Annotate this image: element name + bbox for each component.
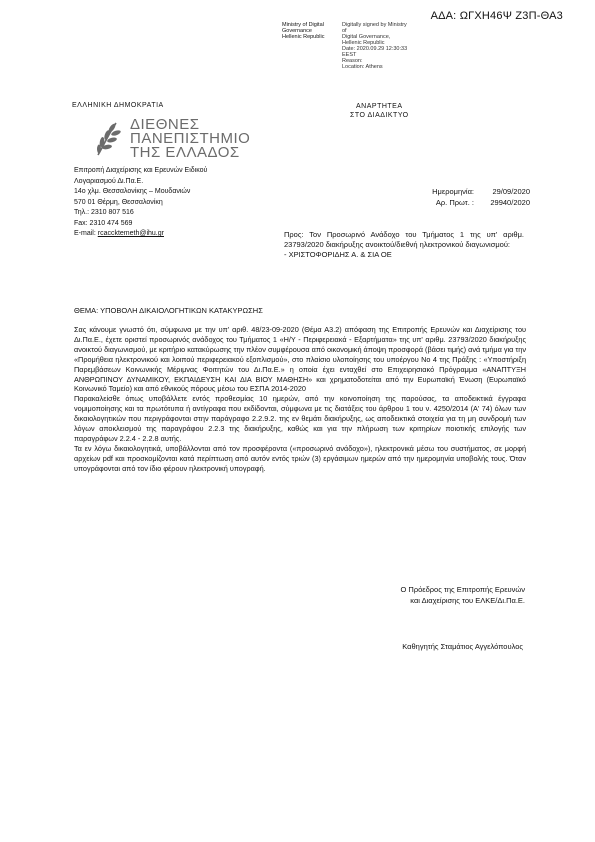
date-value: 29/09/2020 <box>492 187 530 196</box>
email-line <box>74 229 207 240</box>
signatory-role <box>400 584 525 606</box>
fax-line: Fax: 2310 474 569 <box>74 219 133 227</box>
address-line: 14ο χλμ. Θεσσαλονίκης – Μουδανιών <box>74 188 191 195</box>
address-line: Λογαριασμού Δι.Πα.Ε. <box>74 177 144 185</box>
university-name-line3: ΤΗΣ ΕΛΛΑΔΟΣ <box>130 144 240 161</box>
laurel-branch-icon <box>90 119 124 159</box>
signatory-role-line2: και Διαχείρισης του ΕΛΚΕ/Δι.Πα.Ε. <box>410 596 525 605</box>
signatory-role-line1: Ο Πρόεδρος της Επιτροπής Ερευνών <box>400 585 525 594</box>
signature-detail-line: Reason: <box>342 58 363 64</box>
subject-line: ΘΕΜΑ: ΥΠΟΒΟΛΗ ΔΙΚΑΙΟΛΟΓΗΤΙΚΩΝ ΚΑΤΑΚΥΡΩΣΗΣ <box>74 306 263 315</box>
university-name-line2: ΠΑΝΕΠΙΣΤΗΜΙΟ <box>130 130 251 147</box>
body-paragraph: Σας κάνουμε γνωστό ότι, σύμφωνα με την υπ' αριθ. 48/23-09-2020 (Θέμα Α3.2) απόφαση της Επιτροπής Ερευνών και Διαχείρισης του Δι.Πα.Ε., έχετε οριστεί προσωρινός ανάδοχος του Τμήματος 1 «Η/Υ - Περιφερειακά - Εξαρτήματα» της υπ' αριθμ. 23793/2020 διακήρυξης ανοικτού διαγωνισμού, με κριτήριο κατακύρωσης την πλέον συμφέρουσα από οικονομική άποψη προσφορά (βάσει τιμής) ανά τμήμα για την «Προμήθεια ηλεκτρονικού και λοιπού περιφερειακού εξοπλισμού», στο πλαίσιο υλοποίησης του υποέργου Νο 4 της Πράξης : «Υποστήριξη Παρεμβάσεων Κοινωνικής Μέριμνας Φοιτητών του Δι.Πα.Ε.» η οποία έχει ενταχθεί στο Επιχειρησιακό Πρόγραμμα «ΑΝΑΠΤΥΞΗ ΑΝΘΡΩΠΙΝΟΥ ΔΥΝΑΜΙΚΟΥ, ΕΚΠΑΙΔΕΥΣΗ ΚΑΙ ΔΙΑ ΒΙΟΥ ΜΑΘΗΣΗ» και χρηματοδοτείται από την Ευρωπαϊκή Ένωση (Ευρωπαϊκό Κοινωνικό Ταμείο) και από εθνικούς πόρους μέσω του ΕΣΠΑ 2014-2020 <box>74 325 526 394</box>
university-name-line1: ΔΙΕΘΝΕΣ <box>130 116 200 133</box>
university-logo <box>90 118 250 160</box>
recipient-name: - ΧΡΙΣΤΟΦΟΡΙΔΗΣ Α. & ΣΙΑ ΟΕ <box>284 250 392 259</box>
digital-signature-stamp <box>282 22 412 70</box>
signature-detail-line: Digital Governance, <box>342 34 391 40</box>
posting-notice-line1: ΑΝΑΡΤΗΤΕΑ <box>356 103 403 110</box>
posting-notice-line2: ΣΤΟ ΔΙΑΔΙΚΤΥΟ <box>350 112 409 119</box>
signature-detail-line: Digitally signed by Ministry of <box>342 22 407 34</box>
address-line: Επιτροπή Διαχείρισης και Ερευνών Ειδικού <box>74 167 208 174</box>
signature-issuer-line: Governance <box>282 28 312 34</box>
signature-detail-line: Location: Athens <box>342 64 383 70</box>
signature-detail-line: Hellenic Republic <box>342 40 385 46</box>
body-paragraph: Παρακαλείσθε όπως υποβάλλετε εντός προθεσμίας 10 ημερών, από την κοινοποίηση της παρούσας, τα αποδεικτικά έγγραφα νομιμοποίησης και τα πρωτότυπα ή αντίγραφα που εκδίδονται, σύμφωνα με τις διατάξεις του άρθρου 1 του ν. 4250/2014 (Α' 74) όλων των δικαιολογητικών που περιγράφονται στην παράγραφο 2.2.9.2. της εν θεμάτι διακήρυξης, ως αποδεικτικά στοιχεία για τη μη συνδρομή των λόγων αποκλεισμού της παραγράφου 2.2.3 της διακήρυξης, καθώς και για την πλήρωση των κριτηρίων ποιοτικής επιλογής των παραγράφων 2.2.4 - 2.2.8 αυτής. <box>74 394 526 443</box>
body-paragraph: Τα εν λόγω δικαιολογητικά, υποβάλλονται από τον προσφέροντα («προσωρινό ανάδοχο»), ηλεκτρονικά μέσω του συστήματος, σε μορφή αρχείων pdf και προσκομίζονται κατά περίπτωση από αυτόν εντός τριών (3) εργάσιμων ημερών από την ημερομηνία υποβολής τους. Όταν υπογράφονται από τον ίδιο φέρουν ηλεκτρονική υπογραφή. <box>74 443 526 473</box>
posting-notice <box>350 102 409 120</box>
university-name <box>130 118 250 160</box>
signature-issuer-line: Ministry of Digital <box>282 22 324 28</box>
country-heading: ΕΛΛΗΝΙΚΗ ΔΗΜΟΚΡΑΤΙΑ <box>72 102 164 109</box>
address-line: 570 01 Θέρμη, Θεσσαλονίκη <box>74 198 163 206</box>
email-label: E-mail: <box>74 230 96 237</box>
ada-code: ΑΔΑ: ΩΓΧΗ46Ψ Ζ3Π-ΘΑ3 <box>430 10 563 22</box>
recipient-line: Προς: Τον Προσωρινό Ανάδοχο του Τμήματος 1 της υπ' αριθμ. 23793/2020 διακήρυξης ανοικτού/διεθνή ηλεκτρονικού διαγωνισμού: <box>284 230 524 249</box>
letter-body <box>74 325 526 474</box>
document-reference <box>390 186 530 208</box>
recipient-block <box>284 230 524 260</box>
signature-issuer-line: Hellenic Republic <box>282 34 325 40</box>
protocol-value: 29940/2020 <box>490 198 530 207</box>
signature-detail-line: Date: 2020.09.29 12:30:33 <box>342 46 408 52</box>
sender-address <box>74 166 207 240</box>
protocol-label: Αρ. Πρωτ. : <box>435 198 474 207</box>
signature-detail-line: EEST <box>342 52 357 58</box>
email-link[interactable]: rcaccktemeth@ihu.gr <box>97 230 164 237</box>
date-label: Ημερομηνία: <box>432 187 474 196</box>
phone-line: Τηλ.: 2310 807 516 <box>74 209 134 216</box>
signatory-name: Καθηγητής Σταμάτιος Αγγελόπουλος <box>402 642 523 651</box>
